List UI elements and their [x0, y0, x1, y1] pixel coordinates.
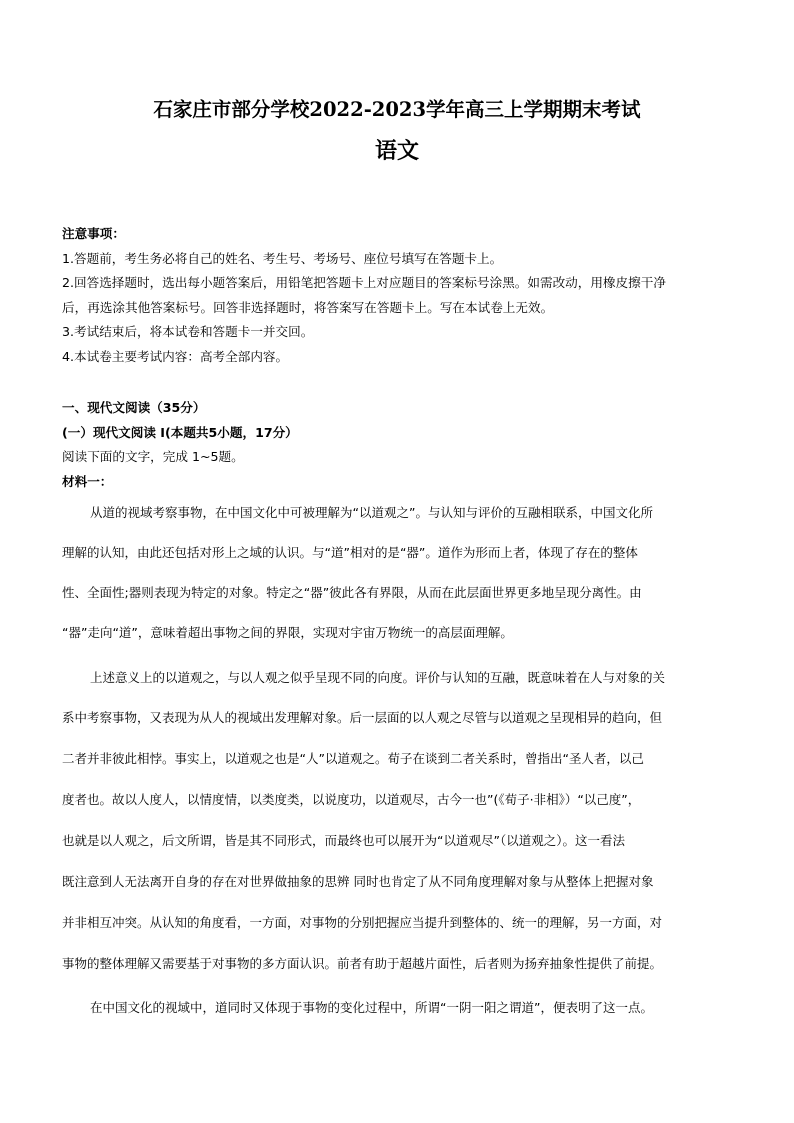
material-line: 二者并非彼此相悖。事实上，以道观之也是“人”以道观之。荀子在谈到二者关系时，曾指出“圣人者，以己	[62, 751, 644, 766]
reading-section	[62, 396, 742, 494]
material-line: 从道的视域考察事物，在中国文化中可被理解为“以道观之”。与认知与评价的互融相联系，中国文化所	[90, 505, 653, 520]
notes-line: 1.答题前，考生务必将自己的姓名、考生号、考场号、座位号填写在答题卡上。	[62, 250, 503, 266]
document-subject: 语文	[374, 138, 419, 164]
material-line: 理解的认知，由此还包括对形上之域的认识。与“道”相对的是“器”。道作为形而上者，体现了存在的整体	[62, 545, 638, 560]
part-title: 一、现代文阅读（35分）	[62, 400, 206, 415]
notes-line: 2.回答选择题时，选出每小题答案后，用铅笔把答题卡上对应题目的答案标号涂黑。如需改动，用橡皮擦干净	[62, 275, 666, 290]
instruction: 阅读下面的文字，完成 1~5题。	[62, 449, 244, 464]
material-line: 度者也。故以人度人，以情度情，以类度类，以说度功，以道观尽，古今一也”(《荀子·非相》）“以己度”，	[62, 792, 641, 807]
material-line: 性、全面性;器则表现为特定的对象。特定之“器”彼此各有界限，从而在此层面世界更多地呈现分离性。由	[62, 585, 642, 600]
document-title: 石家庄市部分学校2022-2023学年高三上学期期末考试	[153, 98, 641, 121]
sub-title: (一）现代文阅读 I(本题共5小题，17分）	[62, 424, 298, 440]
material-line: 也就是以人观之，后文所谓，皆是其不同形式，而最终也可以展开为“以道观尽”（以道观之）。这一看法	[62, 833, 625, 848]
material-line: 在中国文化的视域中，道同时又体现于事物的变化过程中，所谓“一阴一阳之谓道”，便表明了这一点。	[90, 1000, 653, 1015]
material-line: 上述意义上的以道观之，与以人观之似乎呈现不同的向度。评价与认知的互融，既意味着在人与对象的关	[90, 670, 666, 685]
exam-notes	[62, 222, 742, 369]
material-label: 材料一：	[62, 473, 113, 489]
material-line: 系中考察事物，又表现为从人的视域出发理解对象。后一层面的以人观之尽管与以道观之呈现相异的趋向，但	[62, 710, 663, 725]
material-line: 并非相互冲突。从认知的角度看，一方面，对事物的分别把握应当提升到整体的、统一的理解，另一方面，对	[62, 915, 663, 930]
notes-heading: 注意事项：	[62, 226, 125, 241]
material-line: “器”走向“道”，意味着超出事物之间的界限，实现对宇宙万物统一的高层面理解。	[62, 625, 513, 640]
notes-line: 4.本试卷主要考试内容：高考全部内容。	[62, 348, 289, 364]
material-line: 既注意到人无法离开自身的存在对世界做抽象的思辨 同时也肯定了从不同角度理解对象与从整体上把握对象	[62, 874, 654, 889]
notes-line: 3.考试结束后，将本试卷和答题卡一并交回。	[62, 324, 314, 339]
notes-line: 后，再选涂其他答案标号。回答非选择题时，将答案写在答题卡上。写在本试卷上无效。	[62, 299, 554, 315]
material-line: 事物的整体理解又需要基于对事物的多方面认识。前者有助于超越片面性，后者则为扬弃抽象性提供了前提。	[62, 956, 663, 971]
